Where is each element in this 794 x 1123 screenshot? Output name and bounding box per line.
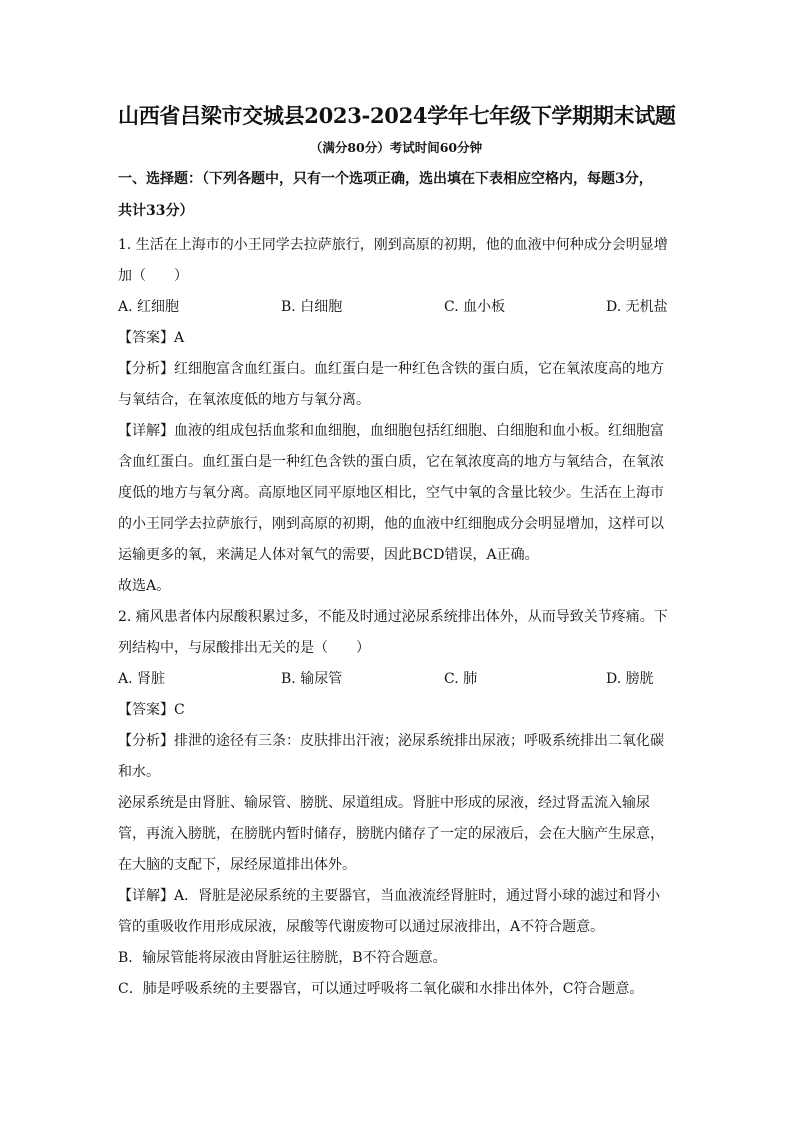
detail-line: 【详解】血液的组成包括血浆和血细胞，血细胞包括红细胞、白细胞和血小板。红细胞富 bbox=[118, 423, 664, 439]
option-d: D. 无机盐 bbox=[606, 299, 668, 315]
analysis-line: 【分析】红细胞富含血红蛋白。血红蛋白是一种红色含铁的蛋白质，它在氧浓度高的地方 bbox=[118, 361, 664, 377]
detail-line: B．输尿管能将尿液由肾脏运往膀胱，B不符合题意。 bbox=[118, 950, 447, 966]
option-c: C. 血小板 bbox=[444, 299, 506, 315]
detail-line: 运输更多的氧，来满足人体对氧气的需要，因此BCD错误，A正确。 bbox=[118, 547, 539, 563]
question-stem-line: 1. 生活在上海市的小王同学去拉萨旅行，刚到高原的初期，他的血液中何种成分会明显增 bbox=[118, 237, 668, 253]
section-heading-line: 一、选择题：（下列各题中，只有一个选项正确，选出填在下表相应空格内，每题3分， bbox=[118, 171, 653, 187]
conclusion: 故选A。 bbox=[118, 578, 171, 594]
document-page bbox=[118, 100, 674, 1005]
section-heading-line: 共计33分） bbox=[118, 203, 194, 219]
question-1 bbox=[118, 230, 674, 602]
option-row bbox=[118, 664, 674, 695]
option-b: B. 白细胞 bbox=[281, 299, 343, 315]
option-d: D. 膀胱 bbox=[606, 671, 654, 687]
detail-line: 含血红蛋白。血红蛋白是一种红色含铁的蛋白质，它在氧浓度高的地方与氧结合，在氧浓 bbox=[118, 454, 664, 470]
analysis-line: 管，再流入膀胱，在膀胱内暂时储存，膀胱内储存了一定的尿液后，会在大脑产生尿意， bbox=[118, 826, 664, 842]
detail-line: 管的重吸收作用形成尿液，尿酸等代谢废物可以通过尿液排出，A不符合题意。 bbox=[118, 919, 605, 935]
analysis-line: 在大脑的支配下，尿经尿道排出体外。 bbox=[118, 857, 356, 873]
detail-line: 【详解】A．肾脏是泌尿系统的主要器官，当血液流经肾脏时，通过肾小球的滤过和肾小 bbox=[118, 888, 661, 904]
analysis-line: 泌尿系统是由肾脏、输尿管、膀胱、尿道组成。肾脏中形成的尿液，经过肾盂流入输尿 bbox=[118, 795, 650, 811]
analysis-line: 和水。 bbox=[118, 764, 160, 780]
option-c: C. 肺 bbox=[444, 671, 478, 687]
analysis-line: 与氧结合，在氧浓度低的地方与氧分离。 bbox=[118, 392, 370, 408]
option-b: B. 输尿管 bbox=[281, 671, 343, 687]
section-heading bbox=[118, 164, 674, 226]
option-row bbox=[118, 292, 674, 323]
analysis-line: 【分析】排泄的途径有三条：皮肤排出汗液；泌尿系统排出尿液；呼吸系统排出二氧化碳 bbox=[118, 733, 664, 749]
question-2 bbox=[118, 602, 674, 1005]
option-a: A. 肾脏 bbox=[118, 671, 166, 687]
detail-line: 度低的地方与氧分离。高原地区同平原地区相比，空气中氧的含量比较少。生活在上海市 bbox=[118, 485, 664, 501]
question-stem-line: 2. 痛风患者体内尿酸积累过多，不能及时通过泌尿系统排出体外，从而导致关节疼痛。下 bbox=[118, 609, 668, 625]
detail-line: 的小王同学去拉萨旅行，刚到高原的初期，他的血液中红细胞成分会明显增加，这样可以 bbox=[118, 516, 664, 532]
question-stem-line: 加（ ） bbox=[118, 268, 188, 284]
question-stem-line: 列结构中，与尿酸排出无关的是（ ） bbox=[118, 640, 370, 656]
exam-info: （满分80分）考试时间60分钟 bbox=[309, 140, 483, 155]
page-title: 山西省吕梁市交城县2023-2024学年七年级下学期期末试题 bbox=[118, 103, 676, 128]
answer: 【答案】C bbox=[118, 702, 185, 718]
answer: 【答案】A bbox=[118, 330, 185, 346]
detail-line: C．肺是呼吸系统的主要器官，可以通过呼吸将二氧化碳和水排出体外，C符合题意。 bbox=[118, 981, 644, 997]
option-a: A. 红细胞 bbox=[118, 299, 180, 315]
